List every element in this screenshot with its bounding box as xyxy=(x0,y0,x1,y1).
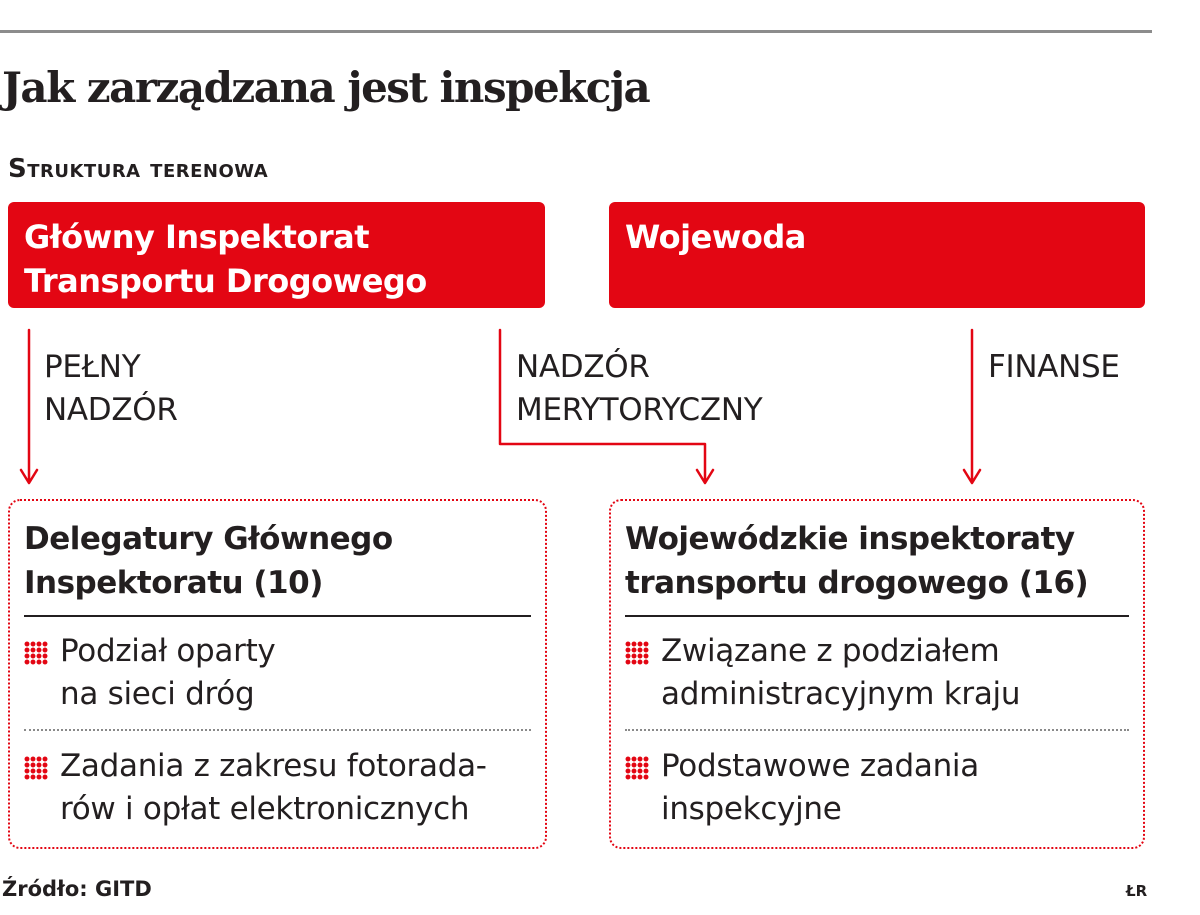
wojewoda-label: Wojewoda xyxy=(625,218,806,256)
card-title-rule xyxy=(625,615,1129,617)
card-item-line: administracyjnym kraju xyxy=(661,676,1021,712)
card-item-line: Zadania z zakresu fotorada- xyxy=(60,748,487,784)
author-signature: ŁR xyxy=(1126,882,1148,900)
flow-label-full-supervision xyxy=(44,346,178,432)
card-item-line: inspekcyjne xyxy=(661,791,842,827)
card-item-text xyxy=(661,630,1020,716)
card-item-text xyxy=(60,630,275,716)
card-item-line: Podstawowe zadania xyxy=(661,748,979,784)
wojewodzkie-card xyxy=(609,499,1145,849)
card-item-line: na sieci dróg xyxy=(60,676,255,712)
card-item-line: Podział oparty xyxy=(60,633,276,669)
arrow-full-supervision xyxy=(21,330,37,483)
delegatury-title xyxy=(24,517,530,605)
dot-grid-bullet-icon xyxy=(24,756,48,780)
flow-label-line: FINANSE xyxy=(988,349,1120,385)
flow-label-line: PEŁNY xyxy=(44,349,141,385)
dot-grid-bullet-icon xyxy=(625,641,649,665)
card-title-line: Inspektoratu (10) xyxy=(24,565,323,601)
flow-label-line: NADZÓR xyxy=(516,349,650,385)
card-item-text xyxy=(60,745,487,831)
card-item-divider xyxy=(625,729,1129,731)
card-title-line: Delegatury Głównego xyxy=(24,521,393,557)
arrow-finance xyxy=(964,330,980,483)
dot-grid-bullet-icon xyxy=(24,641,48,665)
source-note: Źródło: GITD xyxy=(2,877,152,901)
card-item-line: Związane z podziałem xyxy=(661,633,1000,669)
card-title-rule xyxy=(24,615,531,617)
card-item-text xyxy=(661,745,979,831)
infographic-title: Jak zarządzana jest inspekcja xyxy=(2,63,650,112)
flow-label-finance xyxy=(988,346,1120,389)
card-title-line: Wojewódzkie inspektoraty xyxy=(625,521,1075,557)
gitd-label-line-1: Główny Inspektorat xyxy=(24,218,370,256)
gitd-label-line-2: Transportu Drogowego xyxy=(24,262,427,300)
dot-grid-bullet-icon xyxy=(625,756,649,780)
delegatury-card xyxy=(8,499,547,849)
card-item-line: rów i opłat elektronicznych xyxy=(60,791,470,827)
flow-label-line: MERYTORYCZNY xyxy=(516,392,763,428)
wojewodzkie-title xyxy=(625,517,1131,605)
card-item-divider xyxy=(24,729,531,731)
flow-label-line: NADZÓR xyxy=(44,392,178,428)
card-title-line: transportu drogowego (16) xyxy=(625,565,1089,601)
section-subtitle: Struktura terenowa xyxy=(8,154,269,184)
flow-label-substantive-supervision xyxy=(516,346,762,432)
